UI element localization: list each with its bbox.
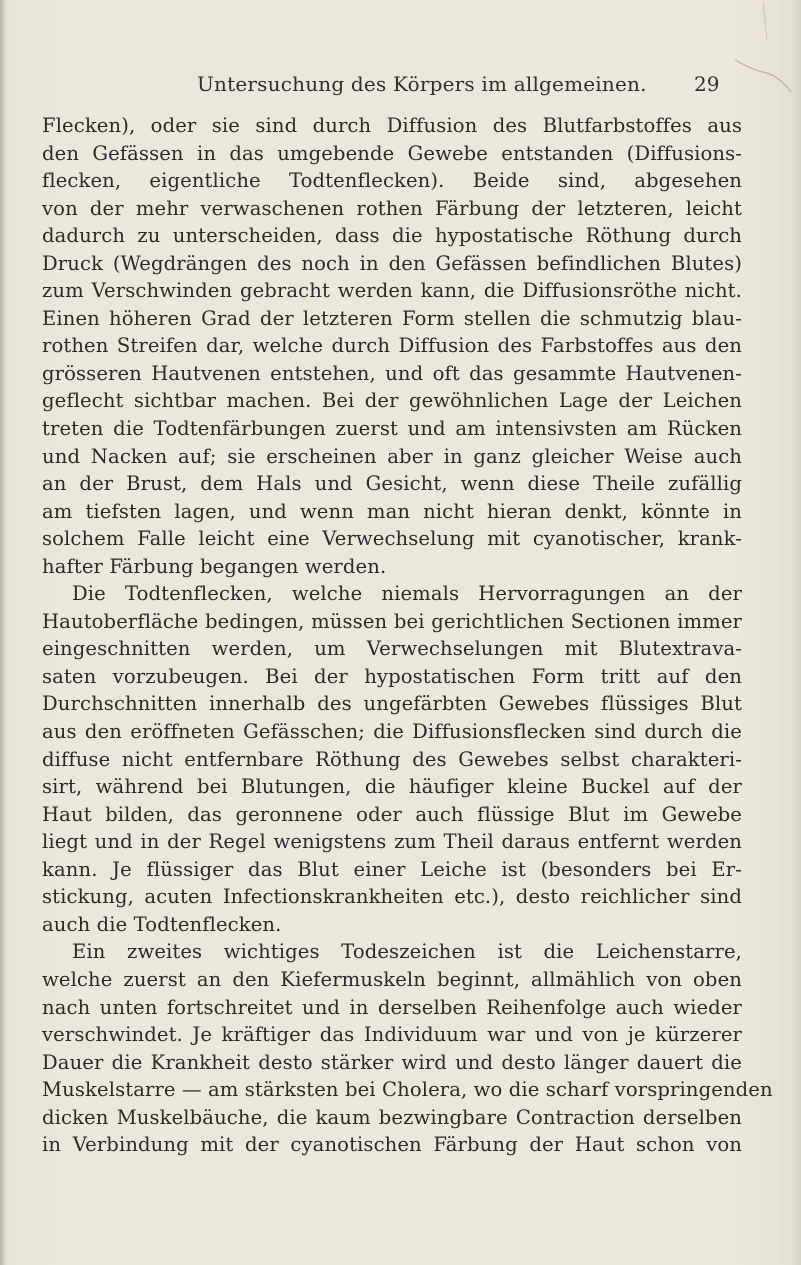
text-line: saten vorzubeugen. Bei der hypostatischen Form tritt auf den (42, 664, 742, 688)
page-number: 29 (694, 72, 720, 96)
text-line: welche zuerst an den Kiefermuskeln beginnt, allmählich von oben (42, 967, 742, 991)
text-line: nach unten fortschreitet und in derselben Reihenfolge auch wieder (42, 995, 742, 1019)
text-line: Flecken), oder sie sind durch Diffusion des Blutfarbstoffes aus (42, 114, 742, 137)
text-line: Die Todtenflecken, welche niemals Hervorragungen an der (72, 582, 742, 606)
text-line: am tiefsten lagen, und wenn man nicht hieran denkt, könnte in (42, 499, 742, 523)
text-line: liegt und in der Regel wenigstens zum Theil daraus entfernt werden (42, 830, 742, 854)
text-line: dadurch zu unterscheiden, dass die hypostatische Röthung durch (42, 224, 742, 248)
text-line: eingeschnitten werden, um Verwechselungen mit Blutextrava- (42, 637, 742, 661)
text-line: kann. Je flüssiger das Blut einer Leiche ist (besonders bei Er- (42, 857, 742, 881)
text-line: und Nacken auf; sie erscheinen aber in ganz gleicher Weise auch (42, 444, 742, 468)
text-line: auch die Todtenflecken. (42, 912, 282, 936)
text-line: sirt, während bei Blutungen, die häufiger kleine Buckel auf der (42, 775, 742, 799)
text-line: an der Brust, dem Hals und Gesicht, wenn diese Theile zufällig (42, 472, 742, 496)
text-line: in Verbindung mit der cyanotischen Färbung der Haut schon von (42, 1133, 742, 1157)
running-head (0, 72, 801, 102)
text-line: Druck (Wegdrängen des noch in den Gefässen befindlichen Blutes) (42, 251, 742, 275)
running-title: Untersuchung des Körpers im allgemeinen. (197, 72, 647, 96)
text-line: aus den eröffneten Gefässchen; die Diffusionsflecken sind durch die (42, 720, 742, 744)
text-line: rothen Streifen dar, welche durch Diffusion des Farbstoffes aus den (42, 334, 742, 358)
text-line: grösseren Hautvenen entstehen, und oft das gesammte Hautvenen- (42, 361, 742, 385)
text-line: Haut bilden, das geronnene oder auch flüssige Blut im Gewebe (42, 802, 742, 826)
text-line: von der mehr verwaschenen rothen Färbung der letzteren, leicht (42, 196, 742, 220)
text-line: Einen höheren Grad der letzteren Form stellen die schmutzig blau- (42, 306, 742, 330)
text-line: verschwindet. Je kräftiger das Individuum war und von je kürzerer (42, 1023, 742, 1047)
text-line: Durchschnitten innerhalb des ungefärbten Gewebes flüssiges Blut (42, 692, 742, 716)
text-line: treten die Todtenfärbungen zuerst und am intensivsten am Rücken (42, 417, 742, 441)
text-line: den Gefässen in das umgebende Gewebe entstanden (Diffusions- (42, 141, 742, 165)
text-line: solchem Falle leicht eine Verwechselung mit cyanotischer, krank- (42, 527, 742, 551)
text-line: hafter Färbung begangen werden. (42, 554, 387, 578)
text-line: stickung, acuten Infectionskrankheiten etc.), desto reichlicher sind (42, 885, 742, 909)
text-line: zum Verschwinden gebracht werden kann, die Diffusionsröthe nicht. (42, 279, 742, 303)
text-line: geflecht sichtbar machen. Bei der gewöhnlichen Lage der Leichen (42, 389, 742, 413)
page-binding-edge (0, 0, 5, 1265)
text-line: dicken Muskelbäuche, die kaum bezwingbare Contraction derselben (42, 1105, 742, 1129)
text-line: diffuse nicht entfernbare Röthung des Gewebes selbst charakteri- (42, 747, 742, 771)
text-line: flecken, eigentliche Todtenflecken). Beide sind, abgesehen (42, 169, 742, 193)
text-line: Ein zweites wichtiges Todeszeichen ist die Leichenstarre, (72, 940, 742, 964)
body-text (42, 112, 773, 1159)
text-line: Hautoberfläche bedingen, müssen bei gerichtlichen Sectionen immer (42, 609, 742, 633)
text-line: Muskelstarre — am stärksten bei Cholera, wo die scharf vorspringenden (42, 1078, 773, 1102)
text-line: Dauer die Krankheit desto stärker wird und desto länger dauert die (42, 1050, 742, 1074)
